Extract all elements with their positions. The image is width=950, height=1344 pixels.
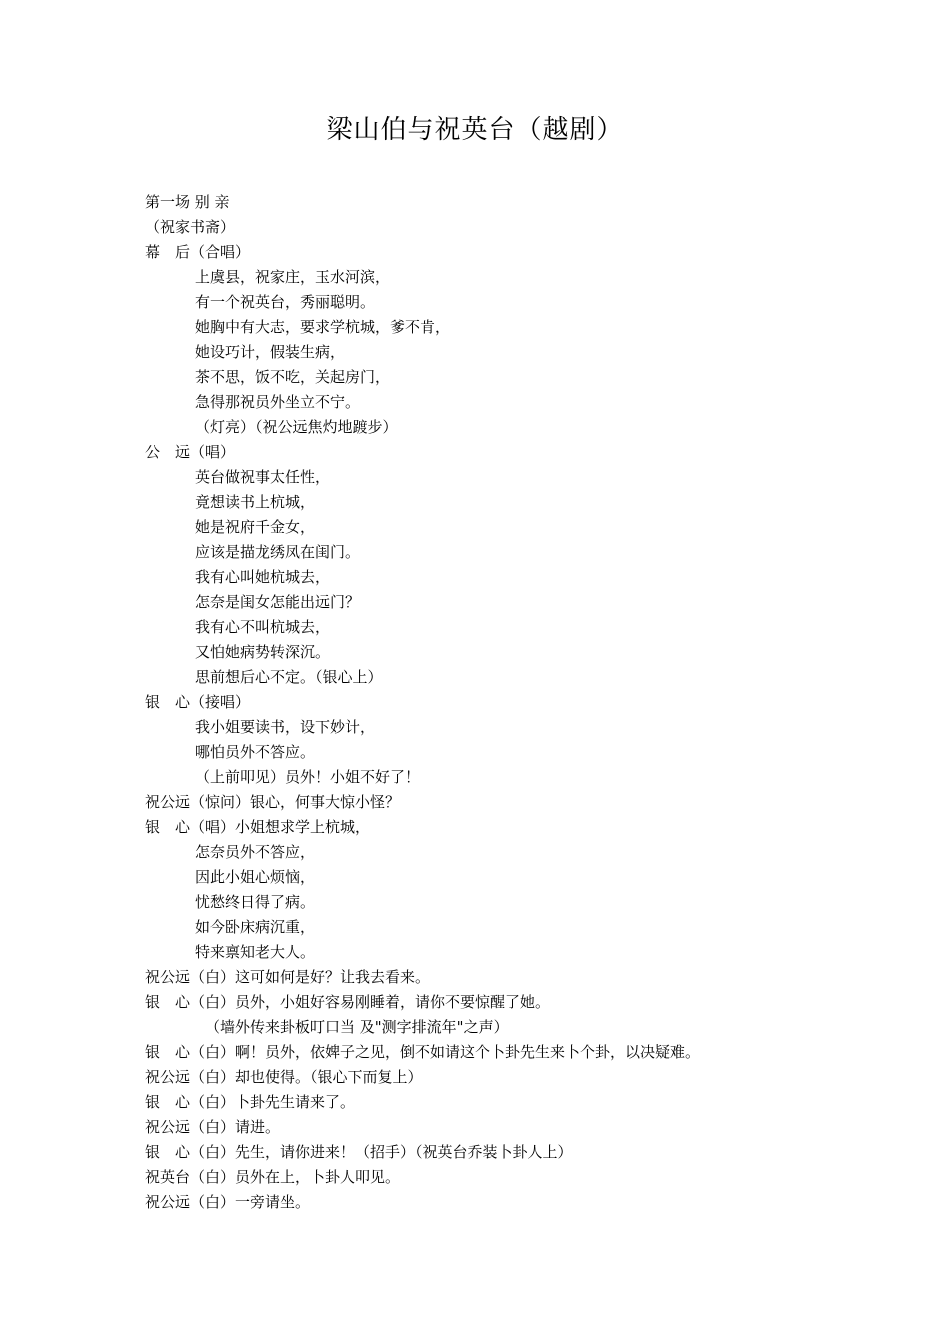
script-line: 我有心不叫杭城去， xyxy=(195,618,331,636)
script-line: 我有心叫她杭城去， xyxy=(195,568,331,586)
script-line: 应该是描龙绣凤在闺门。 xyxy=(195,543,361,561)
script-line: （上前叩见）员外！小姐不好了！ xyxy=(195,768,421,786)
document-body xyxy=(145,190,845,1215)
script-line: （墙外传来卦板叮口当 及"测字排流年"之声） xyxy=(205,1018,509,1036)
script-line: 祝公远（白）却也使得。（银心下而复上） xyxy=(145,1068,423,1086)
script-line: 银 心（白）卜卦先生请来了。 xyxy=(145,1093,356,1111)
script-line: 因此小姐心烦恼， xyxy=(195,868,316,886)
script-line: 银 心（唱）小姐想求学上杭城， xyxy=(145,818,371,836)
script-line: 第一场 别 亲 xyxy=(145,193,230,211)
script-line: 有一个祝英台，秀丽聪明。 xyxy=(195,293,376,311)
script-line: 她是祝府千金女， xyxy=(195,518,316,536)
script-line: 如今卧床病沉重， xyxy=(195,918,316,936)
script-line: （祝家书斋） xyxy=(145,218,236,236)
script-line: 特来禀知老大人。 xyxy=(195,943,316,961)
script-line: 祝英台（白）员外在上，卜卦人叩见。 xyxy=(145,1168,401,1186)
document-title: 梁山伯与祝英台（越剧） xyxy=(326,115,624,145)
script-line: 我小姐要读书，设下妙计， xyxy=(195,718,376,736)
script-line: 银 心（接唱） xyxy=(145,693,251,711)
script-line: 英台做祝事太任性， xyxy=(195,468,331,486)
script-line: 竟想读书上杭城， xyxy=(195,493,316,511)
script-line: 她设巧计，假装生病， xyxy=(195,343,346,361)
script-line: 祝公远（白）这可如何是好？让我去看来。 xyxy=(145,968,431,986)
script-line: 思前想后心不定。（银心上） xyxy=(195,668,383,686)
script-line: 急得那祝员外坐立不宁。 xyxy=(195,393,361,411)
script-line: 忧愁终日得了病。 xyxy=(195,893,316,911)
script-line: 上虞县，祝家庄，玉水河滨， xyxy=(195,268,391,286)
script-line: 茶不思，饭不吃，关起房门， xyxy=(195,368,391,386)
script-line: 银 心（白）员外，小姐好容易刚睡着，请你不要惊醒了她。 xyxy=(145,993,551,1011)
script-line: 又怕她病势转深沉。 xyxy=(195,643,331,661)
script-line: 银 心（白）啊！员外，依婢子之见，倒不如请这个卜卦先生来卜个卦，以决疑难。 xyxy=(145,1043,701,1061)
script-line: 她胸中有大志，要求学杭城，爹不肯， xyxy=(195,318,451,336)
script-line: 公 远（唱） xyxy=(145,443,236,461)
script-line: 祝公远（惊问）银心，何事大惊小怪？ xyxy=(145,793,401,811)
script-line: 幕 后（合唱） xyxy=(145,243,251,261)
script-line: 银 心（白）先生，请你进来！（招手）（祝英台乔装卜卦人上） xyxy=(145,1143,573,1161)
script-line: 祝公远（白）请进。 xyxy=(145,1118,281,1136)
script-line: （灯亮）（祝公远焦灼地踱步） xyxy=(195,418,398,436)
script-line: 怎奈员外不答应， xyxy=(195,843,316,861)
script-line: 祝公远（白）一旁请坐。 xyxy=(145,1193,311,1211)
script-line: 怎奈是闺女怎能出远门？ xyxy=(195,593,361,611)
script-line: 哪怕员外不答应。 xyxy=(195,743,316,761)
